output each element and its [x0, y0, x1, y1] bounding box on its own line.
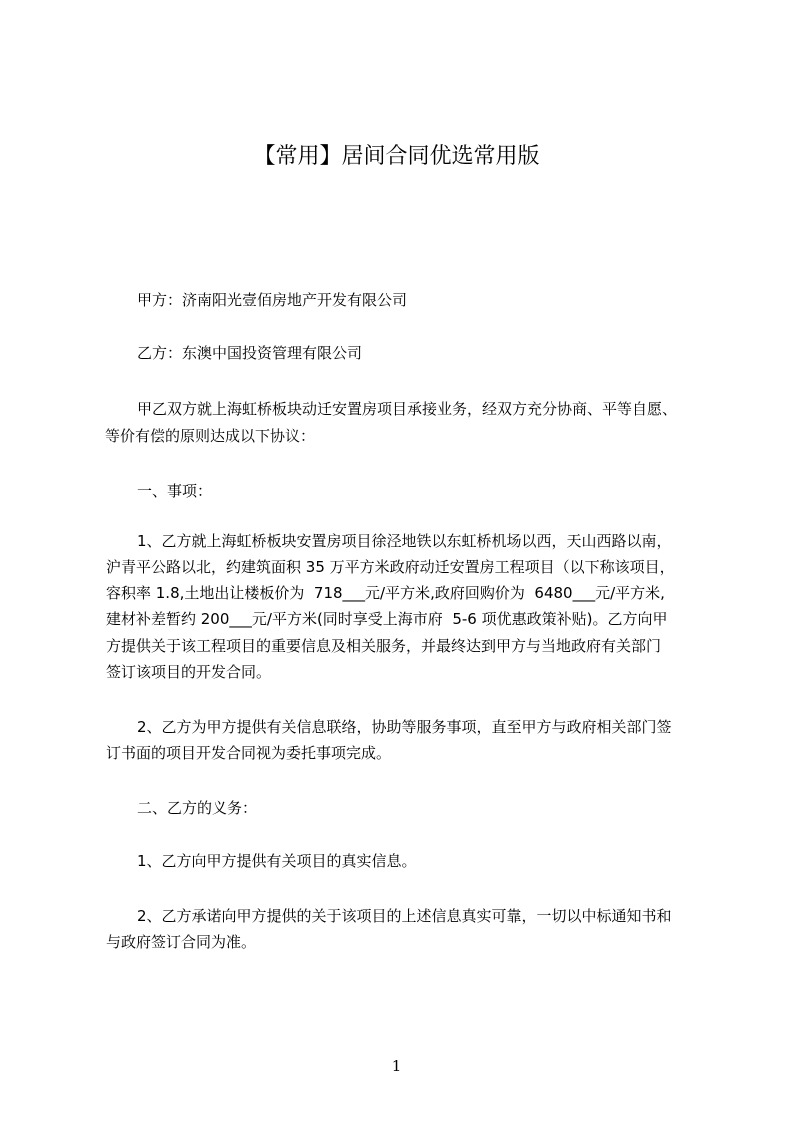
party-a-line: 甲方：济南阳光壹佰房地产开发有限公司: [137, 291, 408, 309]
page-number: 1: [391, 1057, 402, 1075]
section-2-heading: 二、乙方的义务：: [137, 799, 258, 817]
s2-item2-line-1: 2、乙方承诺向甲方提供的关于该项目的上述信息真实可靠，一切以中标通知书和: [137, 907, 672, 925]
section-1-heading: 一、事项：: [137, 482, 213, 500]
s2-item2-line-2: 与政府签订合同为准。: [106, 933, 257, 951]
intro-line-1: 甲乙双方就上海虹桥板块动迁安置房项目承接业务，经双方充分协商、平等自愿、: [137, 400, 678, 418]
s1-item1-line-3: 容积率 1.8,土地出让楼板价为 718___元/平方米,政府回购价为 6480___元/平方米,: [106, 584, 665, 602]
document-title: 【常用】居间合同优选常用版: [253, 144, 540, 169]
s1-item1-line-2: 沪青平公路以北，约建筑面积 35 万平方米政府动迁安置房工程项目（以下称该项目，: [106, 558, 675, 576]
s1-item1-line-4: 建材补差暂约 200___元/平方米(同时享受上海市府 5-6 项优惠政策补贴)。乙方向甲: [106, 610, 668, 628]
s1-item1-line-5: 方提供关于该工程项目的重要信息及相关服务，并最终达到甲方与当地政府有关部门: [106, 637, 662, 655]
s1-item1-line-6: 签订该项目的开发合同。: [106, 663, 272, 681]
s2-item1-line: 1、乙方向甲方提供有关项目的真实信息。: [137, 852, 417, 870]
s1-item2-line-2: 订书面的项目开发合同视为委托事项完成。: [106, 744, 392, 762]
s1-item2-line-1: 2、乙方为甲方提供有关信息联络，协助等服务事项，直至甲方与政府相关部门签: [137, 718, 672, 736]
s1-item1-line-1: 1、乙方就上海虹桥板块安置房项目徐泾地铁以东虹桥机场以西，天山西路以南，: [137, 532, 672, 550]
party-b-line: 乙方：东澳中国投资管理有限公司: [137, 344, 363, 362]
intro-line-2: 等价有偿的原则达成以下协议：: [105, 427, 316, 445]
